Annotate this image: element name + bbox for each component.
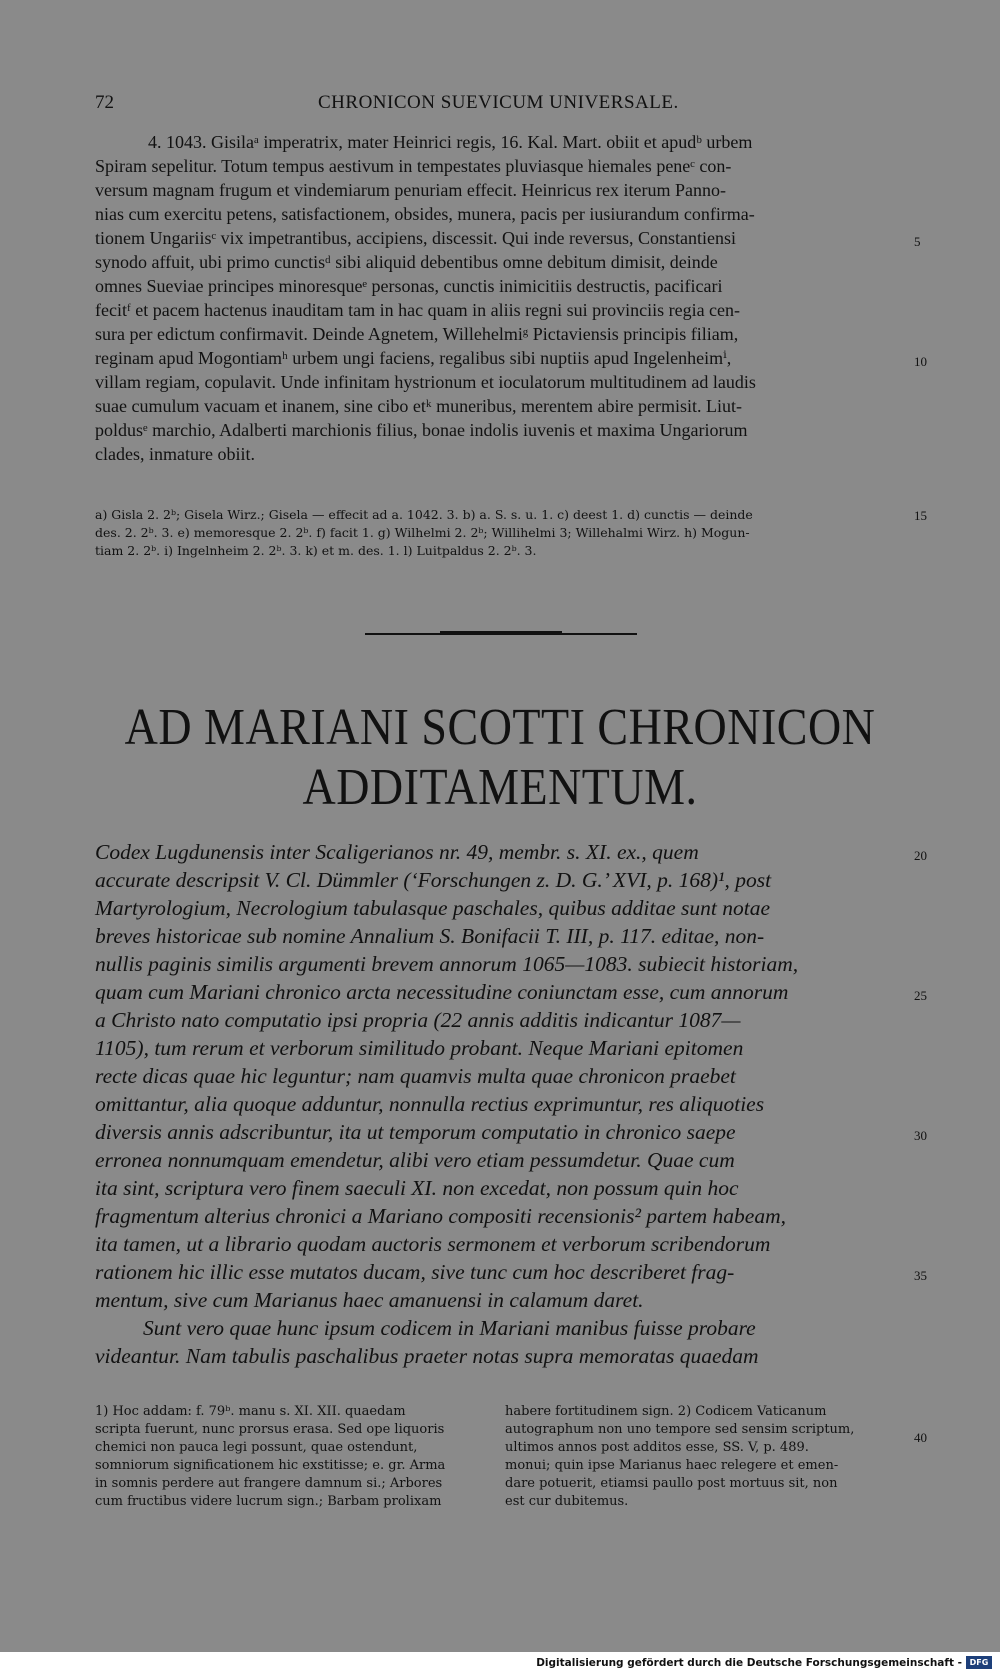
line-number: 20 [914, 848, 927, 863]
note-right-line: dare potuerit, etiamsi paullo post mortuus sit, non [505, 1476, 838, 1491]
intro-line: recte dicas quae hic leguntur; nam quamvis multa quae chronicon praebet [95, 1064, 736, 1088]
note-left-line: chemici non pauca legi possunt, quae ostendunt, [95, 1440, 418, 1455]
body-line: reginam apud Mogontiamʰ urbem ungi faciens, regalibus sibi nuptiis apud Ingelenheimⁱ, [95, 348, 732, 368]
body-line: versum magnam frugum et vindemiarum penuriam effecit. Heinricus rex iterum Panno- [95, 180, 726, 200]
line-number: 5 [914, 234, 921, 249]
body-line: synodo affuit, ubi primo cunctisᵈ sibi aliquid debentibus omne debitum dimisit, deinde [95, 252, 718, 272]
footnote-line: des. 2. 2ᵇ. 3. e) memoresque 2. 2ᵇ. f) facit 1. g) Wilhelmi 2. 2ᵇ; Willihelmi 3; Willehalmi Wirz. h) Mogun- [95, 525, 750, 540]
body-line: fecitᶠ et pacem hactenus inauditam tam in hac quam in aliis regni sui provinciis regia cen- [95, 300, 741, 320]
intro-line: Sunt vero quae hunc ipsum codicem in Mariani manibus fuisse probare [143, 1316, 756, 1340]
line-number: 15 [914, 508, 927, 523]
intro-line: 1105), tum rerum et verborum similitudo probant. Neque Mariani epitomen [95, 1036, 744, 1060]
running-title: CHRONICON SUEVICUM UNIVERSALE. [318, 92, 679, 113]
note-left-line: in somnis perdere aut frangere damnum si.; Arbores [95, 1476, 443, 1491]
note-left-line: 1) Hoc addam: f. 79ᵇ. manu s. XI. XII. quaedam [95, 1404, 406, 1419]
intro-line: accurate descripsit V. Cl. Dümmler (‘Forschungen z. D. G.’ XVI, p. 168)¹, post [95, 868, 772, 892]
intro-line: ita tamen, ut a librario quodam auctoris sermonem et verborum scribendorum [95, 1232, 771, 1256]
section-title-line2: ADDITAMENTUM. [302, 757, 698, 816]
body-line: clades, inmature obiit. [95, 444, 255, 464]
intro-line: breves historicae sub nomine Annalium S. Bonifacii T. III, p. 117. editae, non- [95, 924, 765, 948]
intro-line: Codex Lugdunensis inter Scaligerianos nr. 49, membr. s. XI. ex., quem [95, 840, 699, 864]
body-line: 4. 1043. Gisilaᵃ imperatrix, mater Heinrici regis, 16. Kal. Mart. obiit et apudᵇ urbem [148, 132, 753, 152]
body-line: omnes Sueviae principes minoresqueᵉ personas, cunctis inimicitiis destructis, pacificari [95, 276, 723, 296]
digitization-credit: Digitalisierung gefördert durch die Deutsche Forschungsgemeinschaft - [536, 1657, 962, 1669]
note-right-line: habere fortitudinem sign. 2) Codicem Vaticanum [505, 1404, 827, 1419]
page-number: 72 [95, 92, 114, 113]
note-left-line: scripta fuerunt, nunc prorsus erasa. Sed ope liquoris [95, 1422, 445, 1437]
intro-line: nullis paginis similis argumenti brevem annorum 1065—1083. subiecit historiam, [95, 952, 799, 976]
intro-line: erronea nonnumquam emendetur, alibi vero etiam pessumdetur. Quae cum [95, 1148, 735, 1172]
section-title-line1: AD MARIANI SCOTTI CHRONICON [124, 697, 876, 756]
line-number: 40 [914, 1430, 927, 1445]
section-divider-center [440, 631, 562, 635]
body-line: tionem Ungariisᶜ vix impetrantibus, accipiens, discessit. Qui inde reversus, Constantiensi [95, 228, 736, 248]
note-right-line: est cur dubitemus. [505, 1494, 629, 1509]
line-number: 30 [914, 1128, 927, 1143]
intro-line: omittantur, alia quoque adduntur, nonnulla rectius exprimuntur, res aliquoties [95, 1092, 765, 1116]
body-line: Spiram sepelitur. Totum tempus aestivum in tempestates pluviasque hiemales peneᶜ con- [95, 156, 732, 176]
line-number: 35 [914, 1268, 927, 1283]
line-number: 10 [914, 354, 927, 369]
intro-line: a Christo nato computatio ipsi propria (22 annis additis indicantur 1087— [95, 1008, 741, 1032]
body-line: sura per edictum confirmavit. Deinde Agnetem, Willehelmiᵍ Pictaviensis principis filiam, [95, 324, 739, 344]
line-number: 25 [914, 988, 927, 1003]
note-left-line: cum fructibus videre lucrum sign.; Barbam prolixam [95, 1494, 442, 1509]
footnote-line: a) Gisla 2. 2ᵇ; Gisela Wirz.; Gisela — effecit ad a. 1042. 3. b) a. S. s. u. 1. c) deest 1. d) cunctis — deinde [95, 507, 753, 522]
intro-line: diversis annis adscribuntur, ita ut temporum computatio in chronico saepe [95, 1120, 736, 1144]
footnote-line: tiam 2. 2ᵇ. i) Ingelnheim 2. 2ᵇ. 3. k) et m. des. 1. l) Luitpaldus 2. 2ᵇ. 3. [95, 543, 537, 558]
note-right-line: autographum non uno tempore sed sensim scriptum, [505, 1422, 855, 1437]
body-line: poldusᵉ marchio, Adalberti marchionis filius, bonae indolis iuvenis et maxima Ungariorum [95, 420, 748, 440]
dfg-logo: DFG [966, 1656, 992, 1669]
note-right-line: monui; quin ipse Marianus haec relegere et emen- [505, 1458, 839, 1473]
body-line: nias cum exercitu petens, satisfactionem, obsides, munera, pacis per iusiurandum confirma- [95, 204, 755, 224]
intro-line: fragmentum alterius chronici a Mariano compositi recensionis² partem habeam, [95, 1204, 786, 1228]
intro-line: mentum, sive cum Marianus haec amanuensi in calamum daret. [95, 1288, 644, 1312]
note-left-line: somniorum significationem hic exstitisse; e. gr. Arma [95, 1458, 446, 1473]
intro-line: rationem hic illic esse mutatos ducam, sive tunc cum hoc describeret frag- [95, 1260, 735, 1284]
body-line: villam regiam, copulavit. Unde infinitam hystrionum et ioculatorum multitudinem ad laudis [95, 372, 756, 392]
intro-line: videantur. Nam tabulis paschalibus praeter notas supra memoratas quaedam [95, 1344, 759, 1368]
body-line: suae cumulum vacuam et inanem, sine cibo etᵏ muneribus, merentem abire permisit. Liut- [95, 396, 742, 416]
intro-line: Martyrologium, Necrologium tabulasque paschales, quibus additae sunt notae [95, 896, 771, 920]
intro-line: ita sint, scriptura vero finem saeculi XI. non excedat, non possum quin hoc [95, 1176, 739, 1200]
note-right-line: ultimos annos post additos esse, SS. V, p. 489. [505, 1440, 809, 1455]
intro-line: quam cum Mariani chronico arcta necessitudine coniunctam esse, cum annorum [95, 980, 789, 1004]
